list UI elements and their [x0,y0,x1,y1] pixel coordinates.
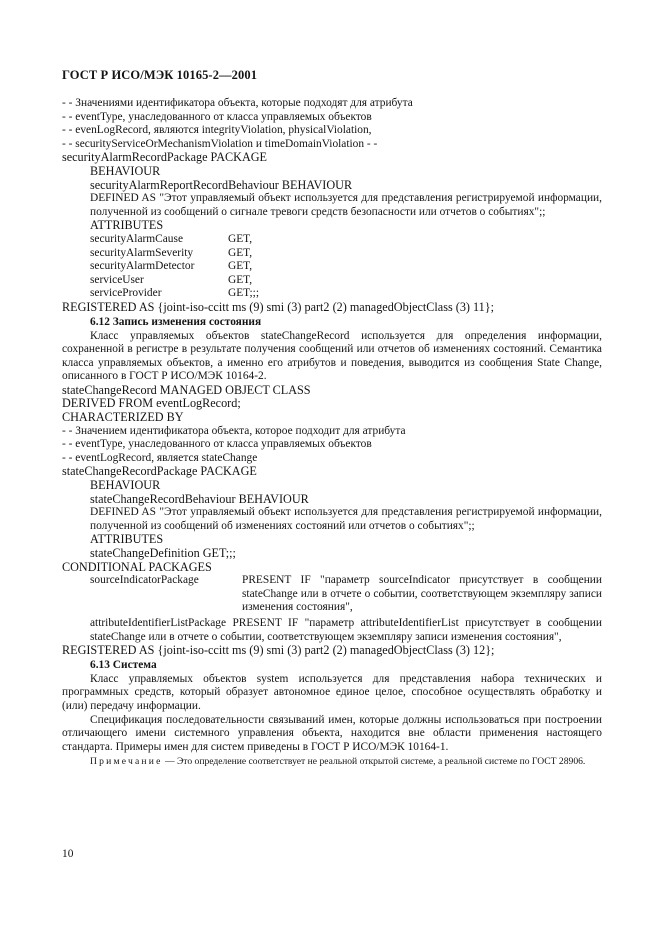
behaviour-decl: securityAlarmReportRecordBehaviour BEHAVIOUR [90,178,353,192]
behaviour-keyword: BEHAVIOUR [90,164,161,178]
attribute-row [62,287,602,301]
attribute-access: GET, [228,260,253,273]
attribute-row [62,274,602,288]
registered-as: REGISTERED AS {joint-iso-ccitt ms (9) smi (3) part2 (2) managedObjectClass (3) 11}; [62,300,494,314]
section-paragraph: Класс управляемых объектов system используется для представления набора технических и программных средств, который образует автономное единое целое, способное осуществлять обработку и (или) передачу информации. [62,672,602,712]
attribute-row [62,247,602,261]
package-decl: stateChangeRecordPackage PACKAGE [62,465,257,479]
attribute-access: GET, [228,232,253,245]
comment-line: - - eventLogRecord, является stateChange [62,451,258,464]
characterized-by: CHARACTERIZED BY [62,411,184,425]
attribute-name: serviceUser [90,273,144,286]
conditional-packages: CONDITIONAL PACKAGES [62,560,212,574]
document-body [62,97,602,768]
comment-line: - - Значением идентификатора объекта, которое подходит для атрибута [62,424,406,437]
attribute-name: securityAlarmCause [90,232,183,245]
derived-from: DERIVED FROM eventLogRecord; [62,397,241,411]
defined-as-text: DEFINED AS "Этот управляемый объект используется для представления регистрируемой информации, полученной из сообщений об изменениях состояний или отчетов о событиях";; [90,506,602,532]
conditional-package-row: attributeIdentifierListPackage PRESENT IF "параметр attributeIdentifierList присутствует в сообщении stateChange или в отчете о событии, соответствующем экземпляру записи изменения состояния", [90,616,602,643]
page-number: 10 [62,848,74,860]
attribute-access: GET, [228,273,253,286]
comment-line: - - eventType, унаследованного от класса управляемых объектов [62,438,372,451]
attribute-row [62,260,602,274]
comment-line: - - eventType, унаследованного от класса управляемых объектов [62,110,372,123]
attribute-name: serviceProvider [90,287,162,300]
section-heading-6-13: 6.13 Система [90,658,157,671]
conditional-package-name: sourceIndicatorPackage [90,574,199,587]
comment-line: - - securityServiceOrMechanismViolation и timeDomainViolation - - [62,137,378,150]
conditional-package-condition: PRESENT IF "параметр sourceIndicator присутствует в сообщении stateChange или в отчете о событии, соответствующем экземпляру записи изменения состояния", [242,574,602,614]
attribute-row: stateChangeDefinition GET;;; [90,547,236,560]
note-label: Примечание [90,756,163,768]
attribute-access: GET, [228,246,253,259]
class-decl: stateChangeRecord MANAGED OBJECT CLASS [62,383,311,397]
note-text: — Это определение соответствует не реальной открытой системе, а реальной системе по ГОСТ 28906. [162,756,586,768]
document-header: ГОСТ Р ИСО/МЭК 10165-2—2001 [62,68,258,82]
section-paragraph: Спецификация последовательности связываний имен, которые должны использоваться при построении отличающего имени системного управления объекта, находится вне области применения настоящего стандарта. Примеры имен для систем приведены в ГОСТ Р ИСО/МЭК 10164-1. [62,713,602,753]
defined-as-text: DEFINED AS "Этот управляемый объект используется для представления регистрируемой информации, полученной из сообщений о сигнале тревоги средств безопасности или отчетов о событиях";; [90,192,602,218]
attribute-name: securityAlarmSeverity [90,246,194,259]
section-paragraph: Класс управляемых объектов stateChangeRecord используется для определения информации, сохраненной в регистре в результате получения сообщений или отчетов об изменениях состояний. Семантика класса управляемых объектов, а именно его атрибутов и поведения, выводится из сообщения State Change, описанного в ГОСТ Р ИСО/МЭК 10164-2. [62,329,602,383]
section-heading-6-12: 6.12 Запись изменения состояния [90,315,262,328]
comment-line: - - Значениями идентификатора объекта, которые подходят для атрибута [62,97,413,109]
conditional-package-row [62,574,602,615]
attributes-keyword: ATTRIBUTES [90,219,164,233]
note [62,756,602,768]
attribute-name: securityAlarmDetector [90,260,195,273]
behaviour-keyword: BEHAVIOUR [90,479,161,493]
behaviour-decl: stateChangeRecordBehaviour BEHAVIOUR [90,492,309,506]
package-decl: securityAlarmRecordPackage PACKAGE [62,151,267,165]
attributes-keyword: ATTRIBUTES [90,533,164,547]
attribute-access: GET;;; [228,287,260,300]
attribute-row [62,233,602,247]
registered-as: REGISTERED AS {joint-iso-ccitt ms (9) smi (3) part2 (2) managedObjectClass (3) 12}; [62,644,495,658]
comment-line: - - evenLogRecord, являются integrityViolation, physicalViolation, [62,124,372,137]
